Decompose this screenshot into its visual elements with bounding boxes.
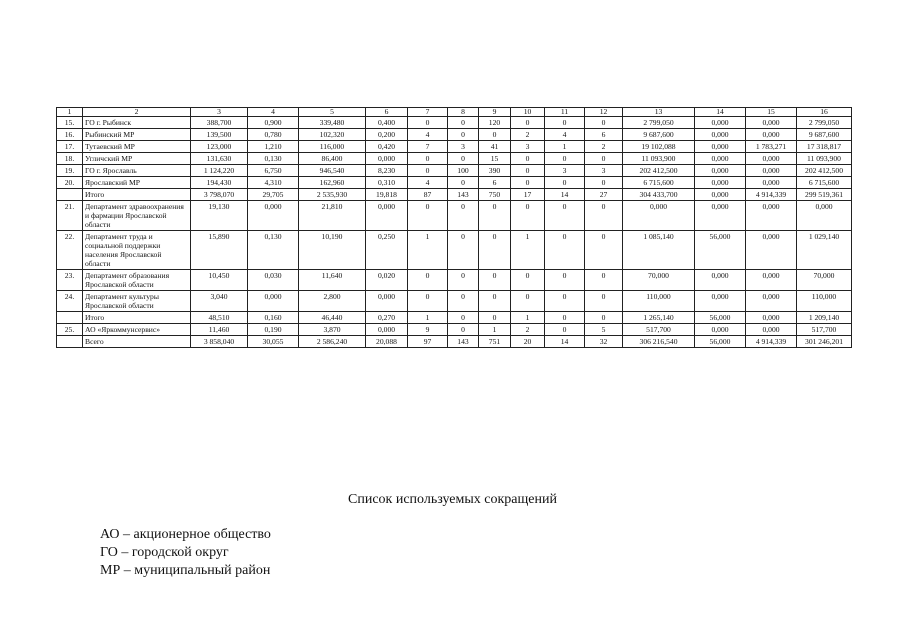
row-name-cell: Рыбинский МР: [83, 129, 191, 141]
table-cell: 304 433,700: [623, 189, 695, 201]
table-cell: 4,310: [248, 177, 299, 189]
table-cell: 0,000: [746, 270, 797, 291]
table-row: [57, 117, 852, 129]
row-number-cell: [57, 336, 83, 348]
table-cell: 0: [448, 117, 479, 129]
table-cell: 0,200: [366, 129, 408, 141]
table-cell: 11 093,900: [623, 153, 695, 165]
table-cell: 0,020: [366, 270, 408, 291]
table-cell: 1: [408, 231, 448, 270]
table-cell: 0: [448, 201, 479, 231]
table-cell: 9 687,600: [623, 129, 695, 141]
table-cell: 11,640: [299, 270, 366, 291]
table-row: [57, 153, 852, 165]
table-row: [57, 189, 852, 201]
table-row: [57, 201, 852, 231]
table-cell: 3,040: [191, 291, 248, 312]
column-header: 6: [366, 108, 408, 117]
table-cell: 0: [545, 312, 585, 324]
table-cell: 0: [448, 312, 479, 324]
abbreviation-ao: АО – акционерное общество: [100, 527, 271, 542]
table-cell: 202 412,500: [797, 165, 852, 177]
row-number-cell: 17.: [57, 141, 83, 153]
table-cell: 2: [511, 324, 545, 336]
table-cell: 390: [479, 165, 511, 177]
table-cell: 0: [408, 291, 448, 312]
table-cell: 0: [511, 270, 545, 291]
table-cell: 0,000: [695, 291, 746, 312]
table-cell: 0: [585, 231, 623, 270]
abbreviations-caption: Список используемых сокращений: [348, 492, 557, 507]
table-cell: 17: [511, 189, 545, 201]
abbreviation-go: ГО – городской округ: [100, 545, 229, 560]
row-name-cell: Департамент культуры Ярославской области: [83, 291, 191, 312]
table-cell: 0,000: [746, 291, 797, 312]
table-row: [57, 312, 852, 324]
table-cell: 2 799,050: [623, 117, 695, 129]
table-cell: 0: [479, 270, 511, 291]
column-header: 14: [695, 108, 746, 117]
table-cell: 20,088: [366, 336, 408, 348]
table-cell: 41: [479, 141, 511, 153]
table-cell: 11,460: [191, 324, 248, 336]
table-cell: 120: [479, 117, 511, 129]
table-cell: 32: [585, 336, 623, 348]
table-cell: 0,000: [695, 201, 746, 231]
table-cell: 0,160: [248, 312, 299, 324]
column-header: 7: [408, 108, 448, 117]
table-cell: 1 085,140: [623, 231, 695, 270]
table-cell: 6 715,600: [797, 177, 852, 189]
table-cell: 0,250: [366, 231, 408, 270]
table-cell: 0: [585, 177, 623, 189]
table-cell: 0,000: [248, 201, 299, 231]
table-cell: 0: [511, 117, 545, 129]
table-cell: 19,130: [191, 201, 248, 231]
table-cell: 0,000: [695, 270, 746, 291]
table-cell: 0: [408, 165, 448, 177]
table-cell: 202 412,500: [623, 165, 695, 177]
row-number-cell: 25.: [57, 324, 83, 336]
data-table: [56, 107, 852, 348]
table-cell: 0,270: [366, 312, 408, 324]
column-header: 3: [191, 108, 248, 117]
table-cell: 0: [545, 231, 585, 270]
table-cell: 11 093,900: [797, 153, 852, 165]
table-cell: 0,000: [746, 129, 797, 141]
table-cell: 0: [585, 270, 623, 291]
row-number-cell: [57, 312, 83, 324]
table-cell: 1: [408, 312, 448, 324]
table-cell: 1: [511, 312, 545, 324]
table-cell: 0,000: [746, 165, 797, 177]
row-name-cell: Угличский МР: [83, 153, 191, 165]
table-cell: 3,870: [299, 324, 366, 336]
table-cell: 0,000: [695, 324, 746, 336]
row-name-cell: Итого: [83, 189, 191, 201]
table-cell: 97: [408, 336, 448, 348]
column-header: 16: [797, 108, 852, 117]
table-cell: 388,700: [191, 117, 248, 129]
row-number-cell: 16.: [57, 129, 83, 141]
table-cell: 946,540: [299, 165, 366, 177]
table-cell: 162,960: [299, 177, 366, 189]
table-cell: 0,000: [366, 324, 408, 336]
table-cell: 21,810: [299, 201, 366, 231]
table-cell: 56,000: [695, 231, 746, 270]
table-cell: 4: [545, 129, 585, 141]
row-name-cell: Департамент труда и социальной поддержки населения Ярославской области: [83, 231, 191, 270]
table-cell: 0: [448, 231, 479, 270]
table-cell: 0,000: [366, 291, 408, 312]
table-cell: 0,000: [695, 153, 746, 165]
table-cell: 19,818: [366, 189, 408, 201]
table-cell: 0,000: [746, 117, 797, 129]
table-cell: 0,190: [248, 324, 299, 336]
table-cell: 4 914,339: [746, 336, 797, 348]
table-cell: 3: [585, 165, 623, 177]
table-cell: 0: [408, 201, 448, 231]
table-cell: 4: [408, 177, 448, 189]
table-cell: 0: [585, 201, 623, 231]
table-cell: 139,500: [191, 129, 248, 141]
table-cell: 14: [545, 189, 585, 201]
table-cell: 0: [585, 153, 623, 165]
table-cell: 2 799,050: [797, 117, 852, 129]
table-cell: 1 029,140: [797, 231, 852, 270]
table-cell: 110,000: [797, 291, 852, 312]
table-cell: 131,630: [191, 153, 248, 165]
table-cell: 3: [545, 165, 585, 177]
table-cell: 116,000: [299, 141, 366, 153]
column-header: 4: [248, 108, 299, 117]
table-cell: 194,430: [191, 177, 248, 189]
table-cell: 0,000: [695, 117, 746, 129]
row-name-cell: ГО г. Рыбинск: [83, 117, 191, 129]
table-cell: 2: [585, 141, 623, 153]
row-number-cell: 23.: [57, 270, 83, 291]
table-cell: 123,000: [191, 141, 248, 153]
table-cell: 0: [479, 231, 511, 270]
table-cell: 0: [448, 270, 479, 291]
table-cell: 0: [545, 201, 585, 231]
table-cell: 4: [408, 129, 448, 141]
column-header: 15: [746, 108, 797, 117]
table-cell: 0,000: [248, 291, 299, 312]
table-row: [57, 165, 852, 177]
table-cell: 56,000: [695, 336, 746, 348]
table-cell: 517,700: [623, 324, 695, 336]
table-cell: 0: [479, 129, 511, 141]
table-row: [57, 270, 852, 291]
table-cell: 0,900: [248, 117, 299, 129]
table-cell: 0: [479, 312, 511, 324]
row-number-cell: 18.: [57, 153, 83, 165]
table-cell: 46,440: [299, 312, 366, 324]
table-cell: 0,000: [746, 201, 797, 231]
table-cell: 70,000: [797, 270, 852, 291]
table-cell: 2 535,930: [299, 189, 366, 201]
table-cell: 0: [545, 324, 585, 336]
table-cell: 1 209,140: [797, 312, 852, 324]
table-cell: 0,000: [366, 201, 408, 231]
table-cell: 0: [479, 291, 511, 312]
table-cell: 0: [545, 117, 585, 129]
row-number-cell: 15.: [57, 117, 83, 129]
table-row: [57, 291, 852, 312]
table-cell: 1 783,271: [746, 141, 797, 153]
table-cell: 0: [511, 153, 545, 165]
table-cell: 1,210: [248, 141, 299, 153]
table-cell: 0: [585, 117, 623, 129]
table-cell: 9 687,600: [797, 129, 852, 141]
table-cell: 0: [408, 270, 448, 291]
table-cell: 0,310: [366, 177, 408, 189]
table-cell: 19 102,088: [623, 141, 695, 153]
table-cell: 0: [511, 201, 545, 231]
table-cell: 48,510: [191, 312, 248, 324]
table-cell: 29,705: [248, 189, 299, 201]
table-row: [57, 324, 852, 336]
table-cell: 110,000: [623, 291, 695, 312]
table-cell: 0,000: [746, 231, 797, 270]
row-number-cell: [57, 189, 83, 201]
table-cell: 100: [448, 165, 479, 177]
row-name-cell: Департамент здравоохранения и фармации Ярославской области: [83, 201, 191, 231]
table-cell: 56,000: [695, 312, 746, 324]
table-cell: 10,190: [299, 231, 366, 270]
table-cell: 0: [448, 177, 479, 189]
table-cell: 1: [479, 324, 511, 336]
table-cell: 0: [585, 312, 623, 324]
table-cell: 0: [585, 291, 623, 312]
table-cell: 3: [448, 141, 479, 153]
column-header: 2: [83, 108, 191, 117]
row-name-cell: Итого: [83, 312, 191, 324]
header-row: [57, 108, 852, 117]
column-header: 13: [623, 108, 695, 117]
table-cell: 0,000: [746, 312, 797, 324]
abbreviation-mr: МР – муниципальный район: [100, 563, 271, 578]
table-cell: 301 246,201: [797, 336, 852, 348]
table-cell: 306 216,540: [623, 336, 695, 348]
table-cell: 5: [585, 324, 623, 336]
table-cell: 70,000: [623, 270, 695, 291]
table-cell: 14: [545, 336, 585, 348]
table-cell: 1 265,140: [623, 312, 695, 324]
table-cell: 87: [408, 189, 448, 201]
table-cell: 15,890: [191, 231, 248, 270]
row-name-cell: Ярославский МР: [83, 177, 191, 189]
table-cell: 15: [479, 153, 511, 165]
table-cell: 0,000: [366, 153, 408, 165]
table-row: [57, 129, 852, 141]
table-cell: 0: [545, 270, 585, 291]
table-cell: 0: [511, 165, 545, 177]
table-row: [57, 336, 852, 348]
table-cell: 0: [448, 291, 479, 312]
table-cell: 0: [545, 291, 585, 312]
table-cell: 517,700: [797, 324, 852, 336]
table-cell: 143: [448, 189, 479, 201]
table-cell: 0,420: [366, 141, 408, 153]
table-cell: 299 519,361: [797, 189, 852, 201]
column-header: 8: [448, 108, 479, 117]
table-cell: 7: [408, 141, 448, 153]
table-row: [57, 177, 852, 189]
table-cell: 0,000: [746, 177, 797, 189]
table-cell: 17 318,817: [797, 141, 852, 153]
table-cell: 1 124,220: [191, 165, 248, 177]
table-cell: 0: [448, 129, 479, 141]
table-cell: 0,000: [695, 165, 746, 177]
table-cell: 6: [479, 177, 511, 189]
table-cell: 2: [511, 129, 545, 141]
table-row: [57, 141, 852, 153]
table-cell: 0,000: [746, 153, 797, 165]
table-cell: 3 858,040: [191, 336, 248, 348]
column-header: 11: [545, 108, 585, 117]
table-cell: 3 798,070: [191, 189, 248, 201]
table-cell: 3: [511, 141, 545, 153]
table-cell: 2 586,240: [299, 336, 366, 348]
table-cell: 0,000: [695, 141, 746, 153]
table-cell: 0,130: [248, 231, 299, 270]
column-header: 9: [479, 108, 511, 117]
table-cell: 0,000: [797, 201, 852, 231]
table-cell: 0: [448, 153, 479, 165]
table-cell: 750: [479, 189, 511, 201]
table-cell: 4 914,339: [746, 189, 797, 201]
table-cell: 0: [408, 153, 448, 165]
row-number-cell: 21.: [57, 201, 83, 231]
table-cell: 0: [448, 324, 479, 336]
table-cell: 0: [511, 177, 545, 189]
column-header: 12: [585, 108, 623, 117]
table-cell: 143: [448, 336, 479, 348]
table-cell: 0: [545, 177, 585, 189]
row-number-cell: 20.: [57, 177, 83, 189]
table-cell: 0: [545, 153, 585, 165]
row-number-cell: 24.: [57, 291, 83, 312]
table-cell: 2,800: [299, 291, 366, 312]
column-header: 5: [299, 108, 366, 117]
table-cell: 0,000: [695, 177, 746, 189]
table-cell: 6: [585, 129, 623, 141]
table-cell: 0,000: [623, 201, 695, 231]
row-name-cell: Тутаевский МР: [83, 141, 191, 153]
table-cell: 0,000: [695, 189, 746, 201]
table-cell: 6 715,600: [623, 177, 695, 189]
table-cell: 1: [545, 141, 585, 153]
table-cell: 339,480: [299, 117, 366, 129]
table-cell: 8,230: [366, 165, 408, 177]
table-cell: 0,780: [248, 129, 299, 141]
table-cell: 6,750: [248, 165, 299, 177]
table-cell: 1: [511, 231, 545, 270]
table-row: [57, 231, 852, 270]
table-cell: 27: [585, 189, 623, 201]
column-header: 10: [511, 108, 545, 117]
table-cell: 9: [408, 324, 448, 336]
row-name-cell: АО «Яркоммунсервис»: [83, 324, 191, 336]
table-cell: 0,030: [248, 270, 299, 291]
row-name-cell: ГО г. Ярославль: [83, 165, 191, 177]
table-cell: 30,055: [248, 336, 299, 348]
row-number-cell: 22.: [57, 231, 83, 270]
table-cell: 0: [479, 201, 511, 231]
table-cell: 0,130: [248, 153, 299, 165]
table-cell: 0: [511, 291, 545, 312]
table-cell: 0,000: [695, 129, 746, 141]
table-cell: 20: [511, 336, 545, 348]
table-cell: 0,000: [746, 324, 797, 336]
column-header: 1: [57, 108, 83, 117]
table-cell: 751: [479, 336, 511, 348]
row-number-cell: 19.: [57, 165, 83, 177]
row-name-cell: Всего: [83, 336, 191, 348]
row-name-cell: Департамент образования Ярославской области: [83, 270, 191, 291]
table-cell: 102,320: [299, 129, 366, 141]
table-cell: 86,400: [299, 153, 366, 165]
table-cell: 0,400: [366, 117, 408, 129]
table-cell: 10,450: [191, 270, 248, 291]
table-cell: 0: [408, 117, 448, 129]
